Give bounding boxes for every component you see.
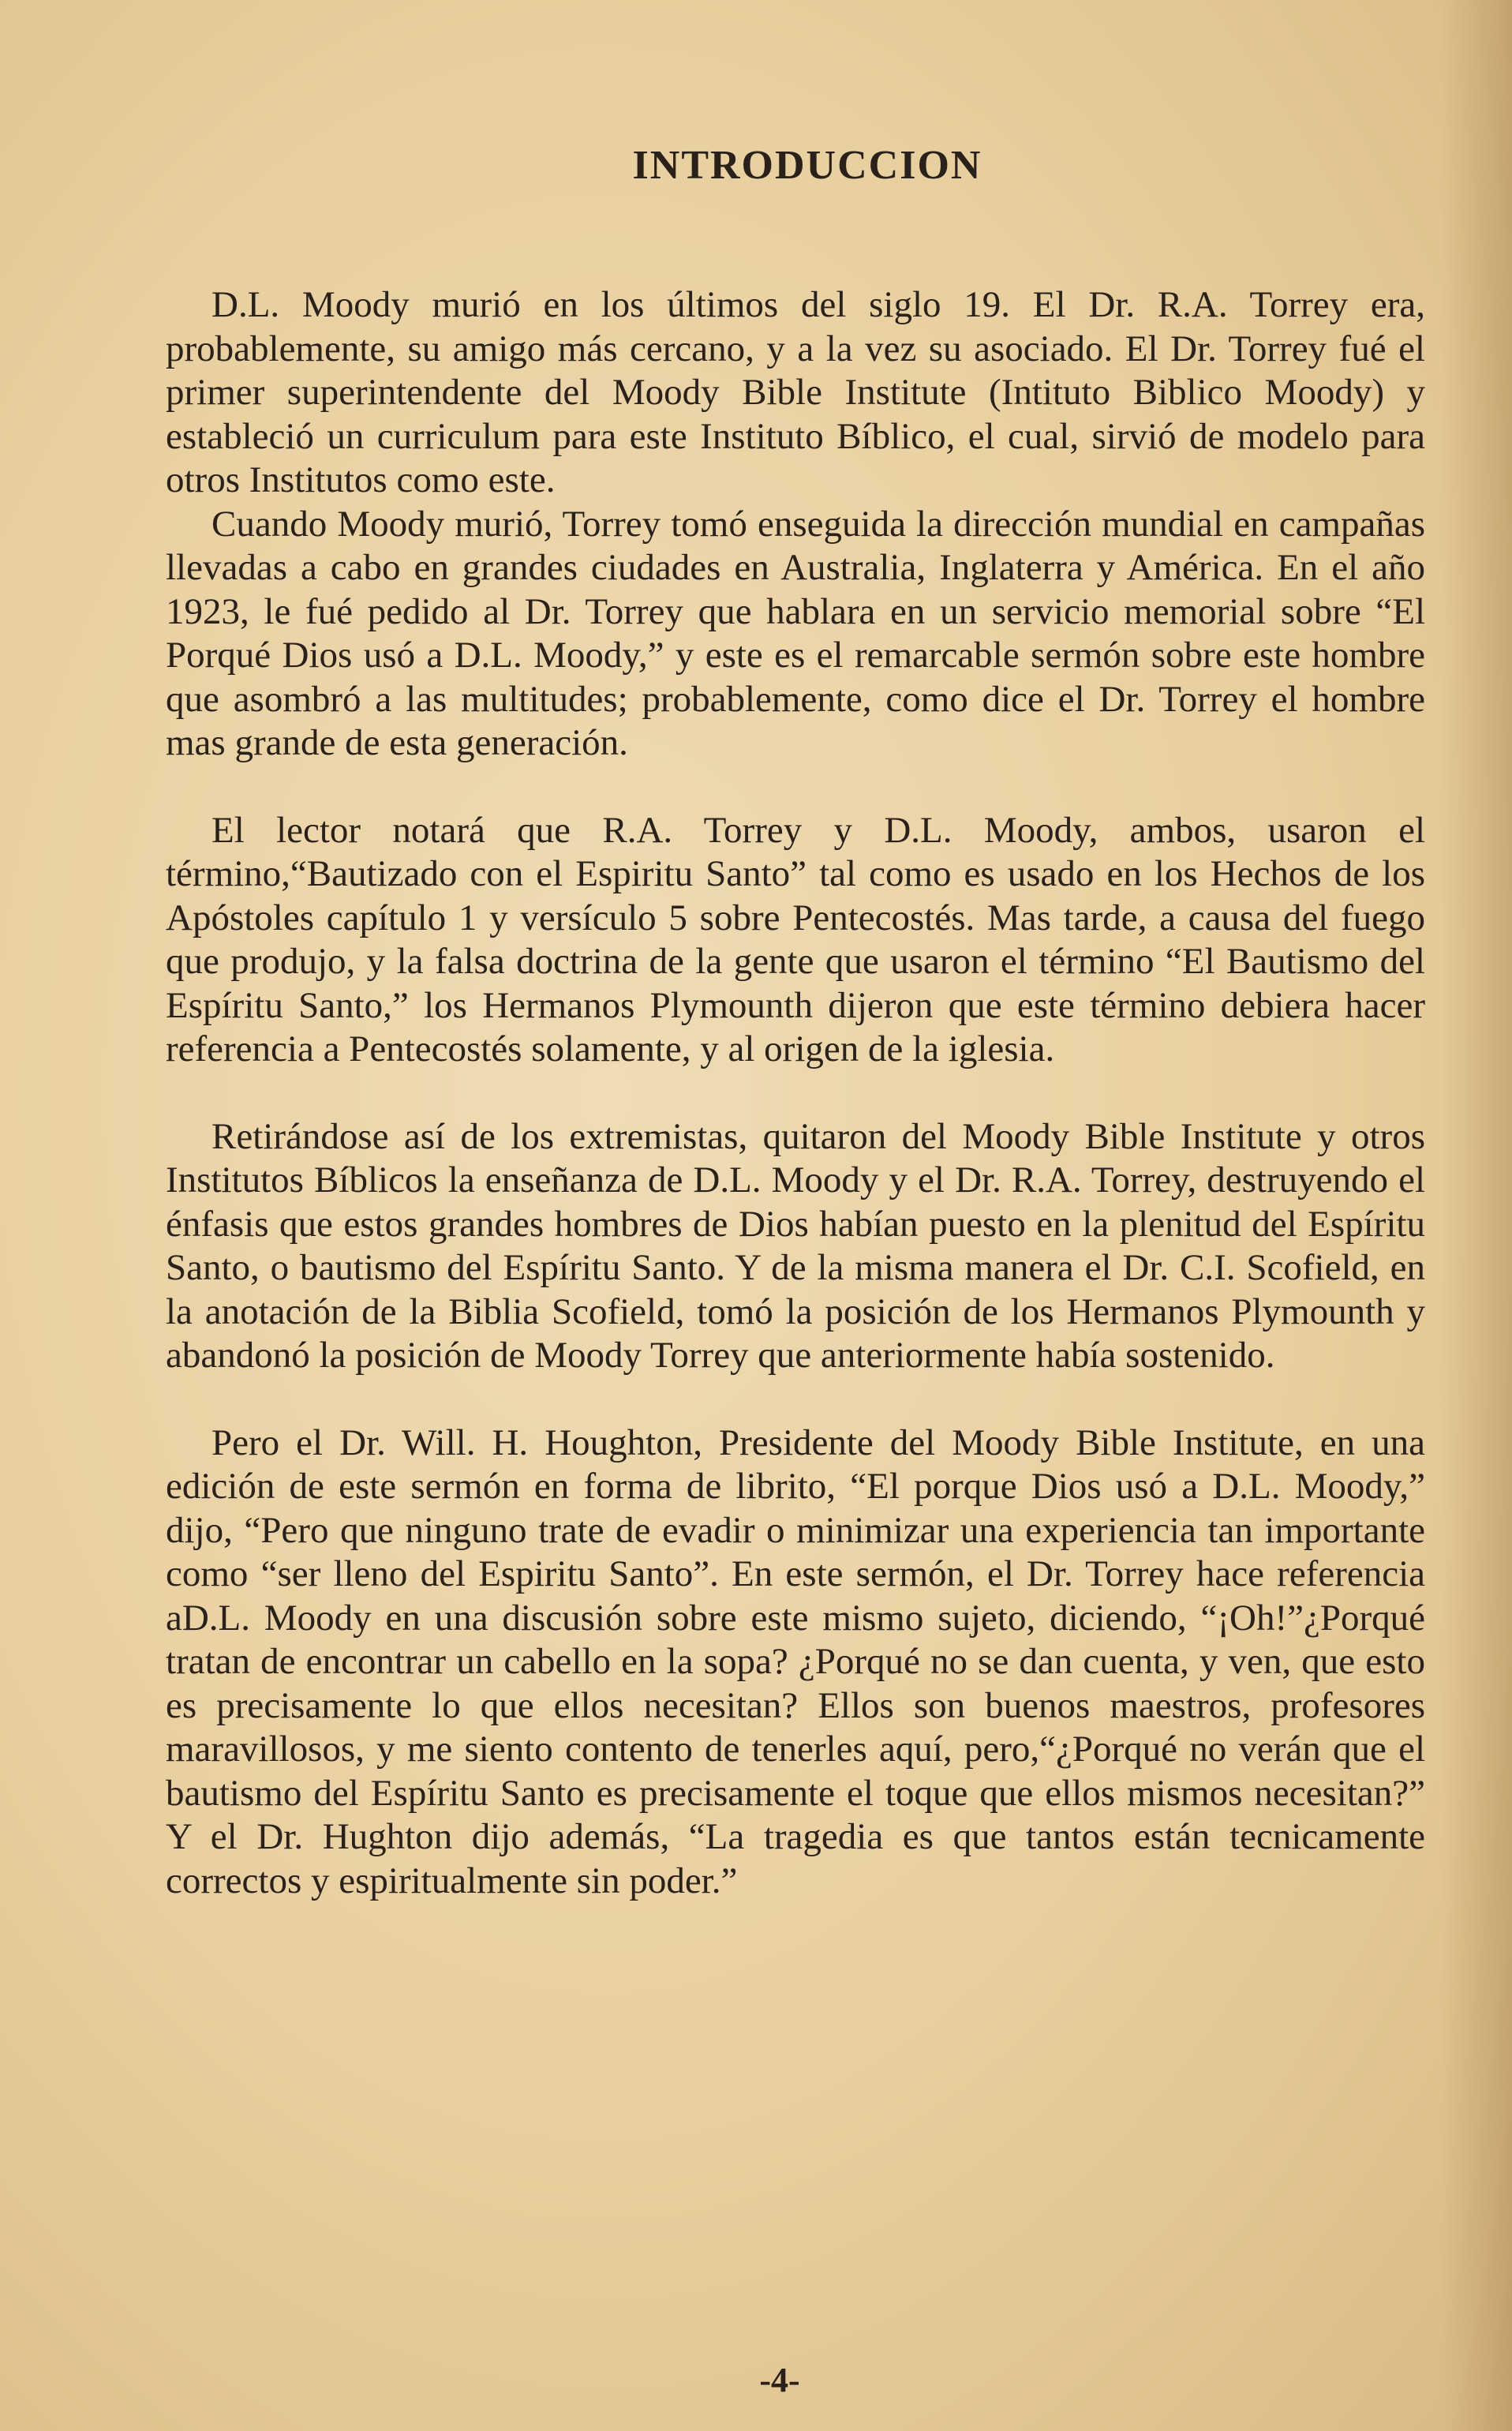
- paragraph-4: Retirándose así de los extremistas, quitaron del Moody Bible Institute y otros Institutos Bíblicos la enseñanza de D.L. Moody y el Dr. R.A. Torrey, destruyendo el énfasis que estos grandes hombres de Dios habían puesto en la plenitud del Espíritu Santo, o bautismo del Espíritu Santo. Y de la misma manera el Dr. C.I. Scofield, en la anotación de la Biblia Scofield, tomó la posición de los Hermanos Plymounth y abandonó la posición de Moody Torrey que anteriormente había sostenido.: [166, 1115, 1425, 1376]
- paragraph-gap: [166, 766, 1425, 809]
- paragraph-gap: [166, 1378, 1425, 1422]
- paragraph-5: Pero el Dr. Will. H. Houghton, Presidente del Moody Bible Institute, en una edición de este sermón en forma de librito, “El porque Dios usó a D.L. Moody,” dijo, “Pero que ninguno trate de evadir o minimizar una experiencia tan importante como “ser lleno del Espiritu Santo”. En este sermón, el Dr. Torrey hace referencia aD.L. Moody en una discusión sobre este mismo sujeto, diciendo, “¡Oh!”¿Porqué tratan de encontrar un cabello en la sopa? ¿Porqué no se dan cuenta, y ven, que esto es precisamente lo que ellos necesitan? Ellos son buenos maestros, profesores maravillosos, y me siento contento de tenerles aquí, pero,“¿Porqué no verán que el bautismo del Espíritu Santo es precisamente el toque que ellos mismos necesitan?” Y el Dr. Hughton dijo además, “La tragedia es que tantos están tecnicamente correctos y espiritualmente sin poder.”: [166, 1422, 1425, 1901]
- paragraph-gap: [166, 1072, 1425, 1115]
- page-number: -4-: [759, 2361, 800, 2399]
- page-title: INTRODUCCION: [632, 143, 982, 188]
- paragraph-3: El lector notará que R.A. Torrey y D.L. Moody, ambos, usaron el término,“Bautizado con el Espiritu Santo” tal como es usado en los Hechos de los Apóstoles capítulo 1 y versículo 5 sobre Pentecostés. Mas tarde, a causa del fuego que produjo, y la falsa doctrina de la gente que usaron el término “El Bautismo del Espíritu Santo,” los Hermanos Plymounth dijeron que este término debiera hacer referencia a Pentecostés solamente, y al origen de la iglesia.: [166, 809, 1425, 1069]
- paragraph-2: Cuando Moody murió, Torrey tomó enseguida la dirección mundial en campañas llevadas a cabo en grandes ciudades en Australia, Inglaterra y América. En el año 1923, le fué pedido al Dr. Torrey que hablara en un servicio memorial sobre “El Porqué Dios usó a D.L. Moody,” y este es el remarcable sermón sobre este hombre que asombró a las multitudes; probablemente, como dice el Dr. Torrey el hombre mas grande de esta generación.: [166, 503, 1425, 763]
- paragraph-1: D.L. Moody murió en los últimos del siglo 19. El Dr. R.A. Torrey era, probablemente, su amigo más cercano, y a la vez su asociado. El Dr. Torrey fué el primer superintendente del Moody Bible Institute (Intituto Biblico Moody) y estableció un curriculum para este Instituto Bíblico, el cual, sirvió de modelo para otros Institutos como este.: [166, 284, 1425, 500]
